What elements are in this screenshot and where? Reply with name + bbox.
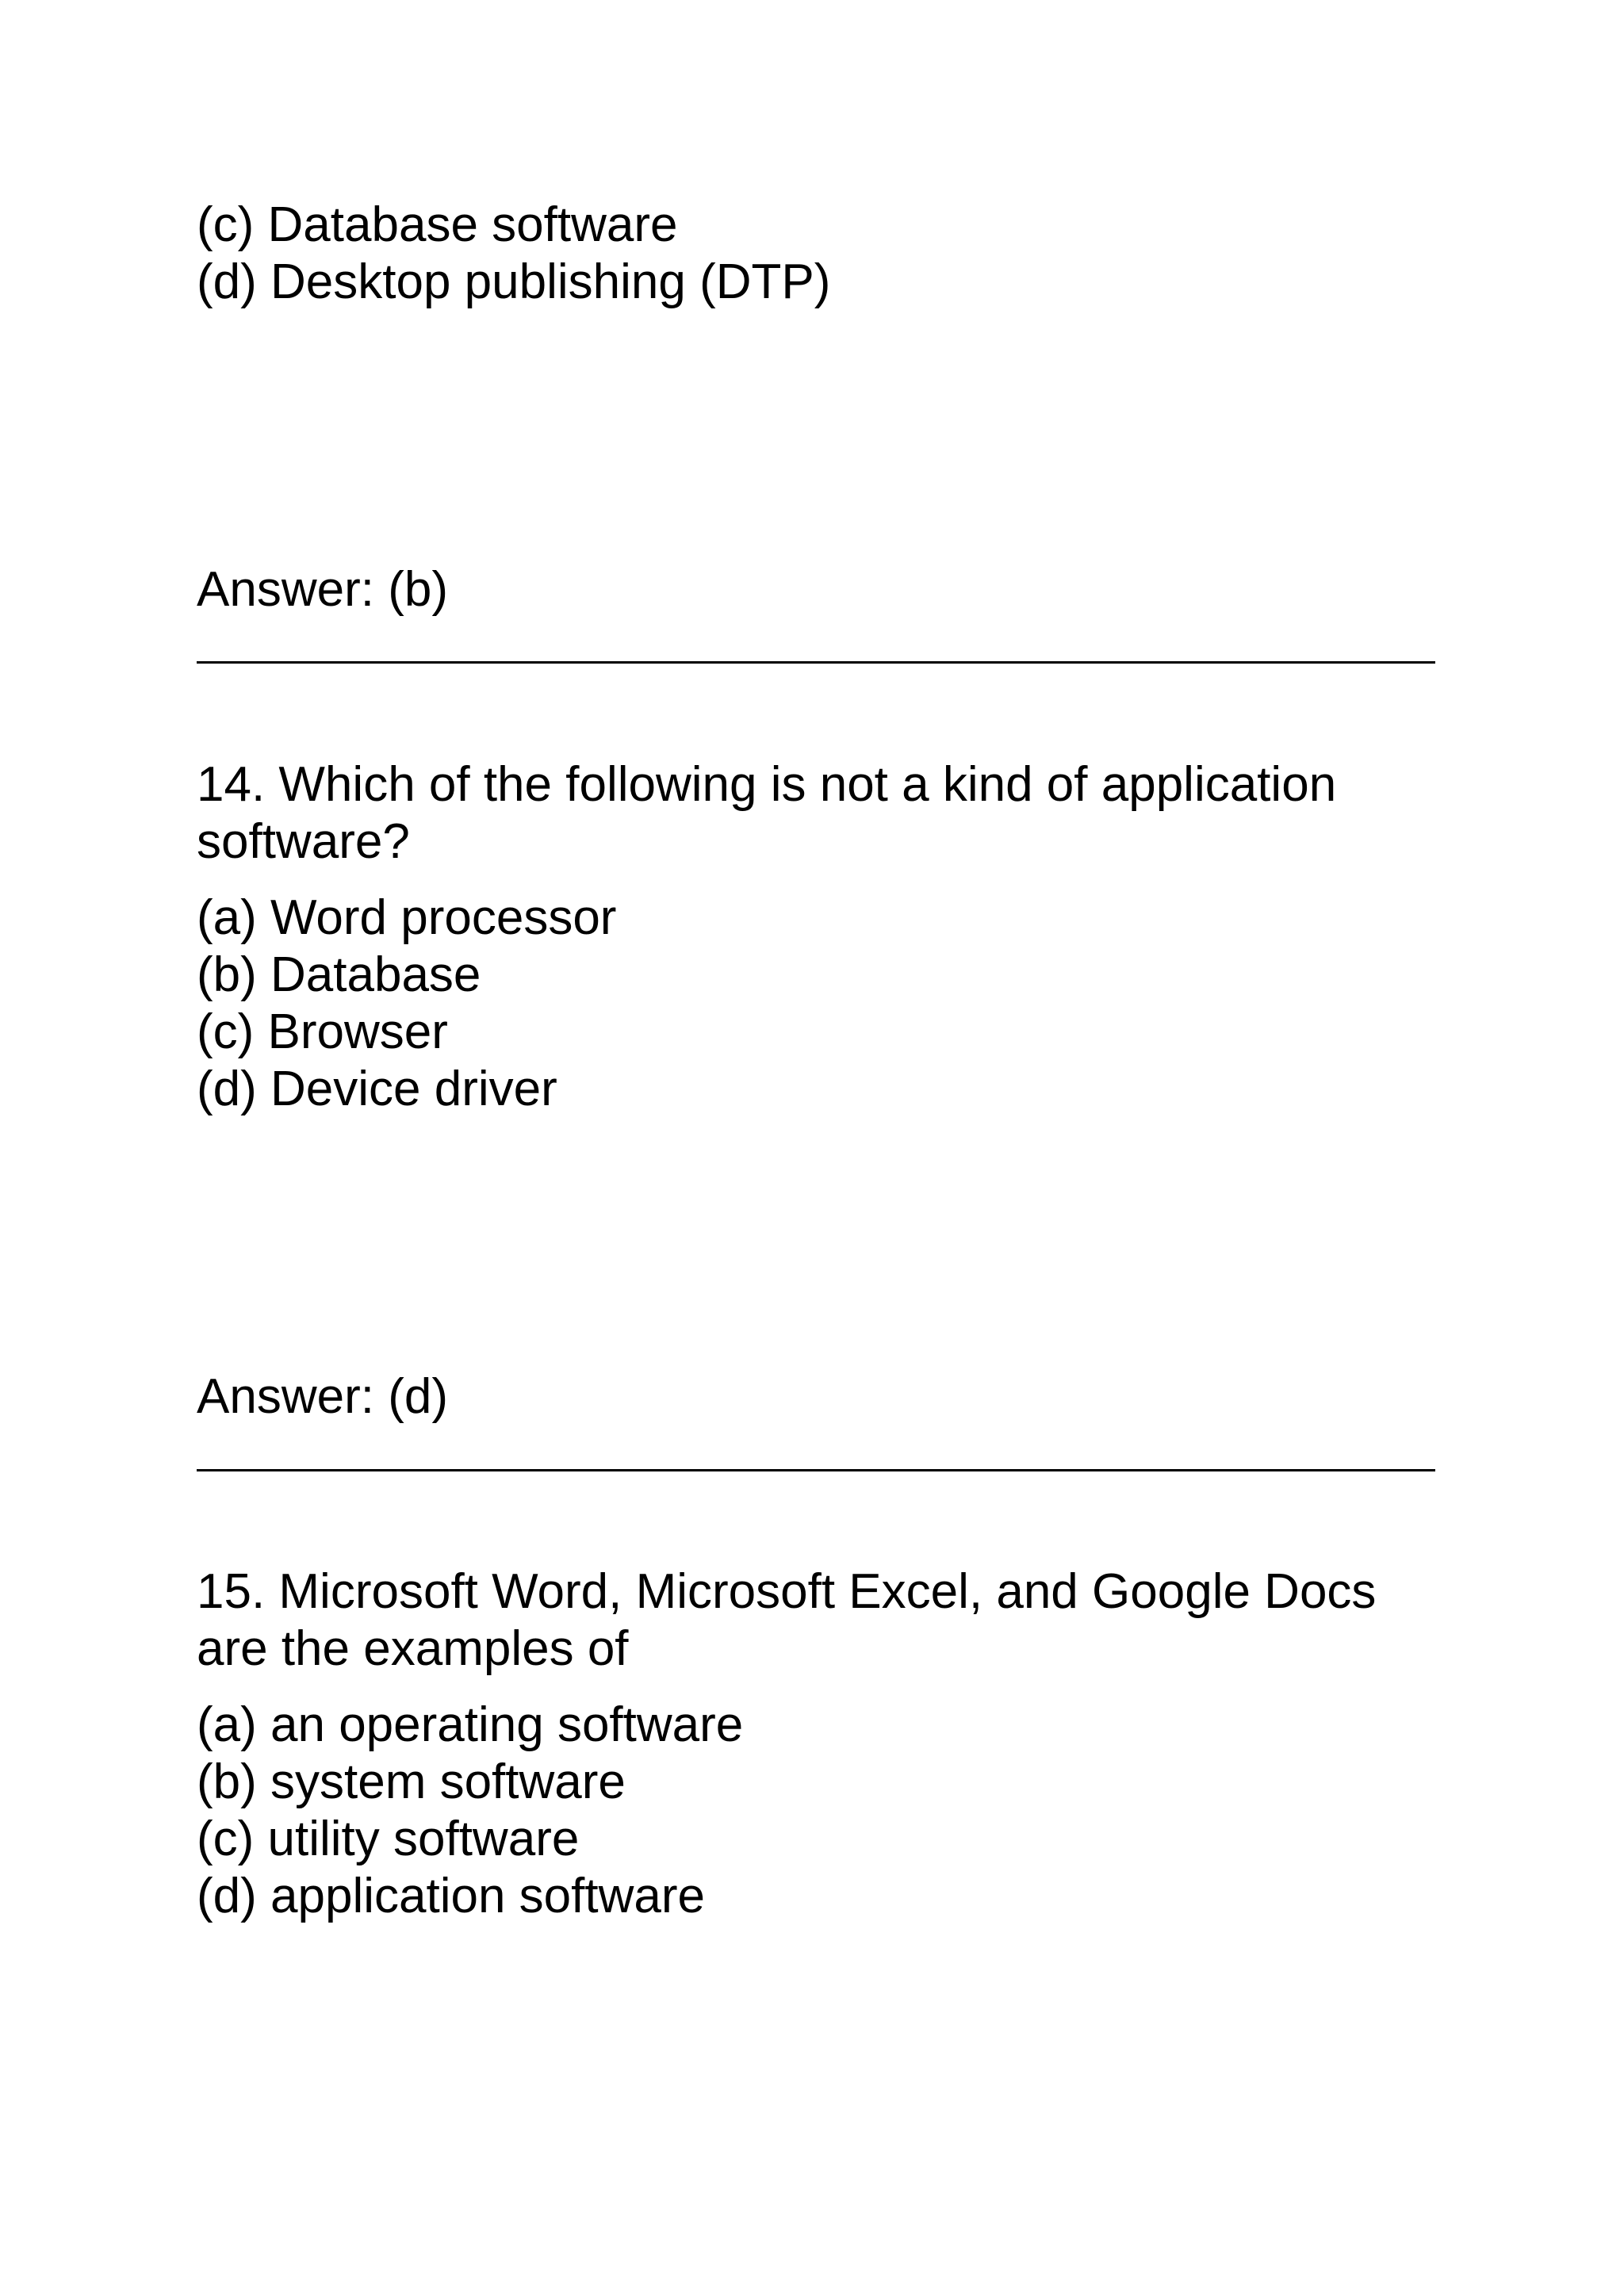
question-15-text: 15. Microsoft Word, Microsoft Excel, and Google Docs bbox=[197, 1564, 1377, 1619]
option-c: (c) Browser bbox=[197, 1004, 448, 1059]
option-d: (d) Desktop publishing (DTP) bbox=[197, 254, 831, 309]
divider bbox=[197, 1469, 1435, 1471]
divider bbox=[197, 661, 1435, 664]
question-14-text: 14. Which of the following is not a kind of application bbox=[197, 757, 1337, 812]
option-d: (d) Device driver bbox=[197, 1062, 557, 1116]
question-14-text-cont: software? bbox=[197, 814, 410, 869]
option-b: (b) Database bbox=[197, 947, 481, 1002]
answer-text: Answer: (b) bbox=[197, 562, 448, 617]
option-a: (a) Word processor bbox=[197, 890, 617, 945]
option-a: (a) an operating software bbox=[197, 1697, 744, 1752]
option-b: (b) system software bbox=[197, 1755, 626, 1809]
answer-text: Answer: (d) bbox=[197, 1369, 448, 1424]
option-c: (c) Database software bbox=[197, 197, 678, 252]
option-c: (c) utility software bbox=[197, 1812, 580, 1866]
option-d: (d) application software bbox=[197, 1869, 705, 1923]
question-15-text-cont: are the examples of bbox=[197, 1621, 629, 1676]
